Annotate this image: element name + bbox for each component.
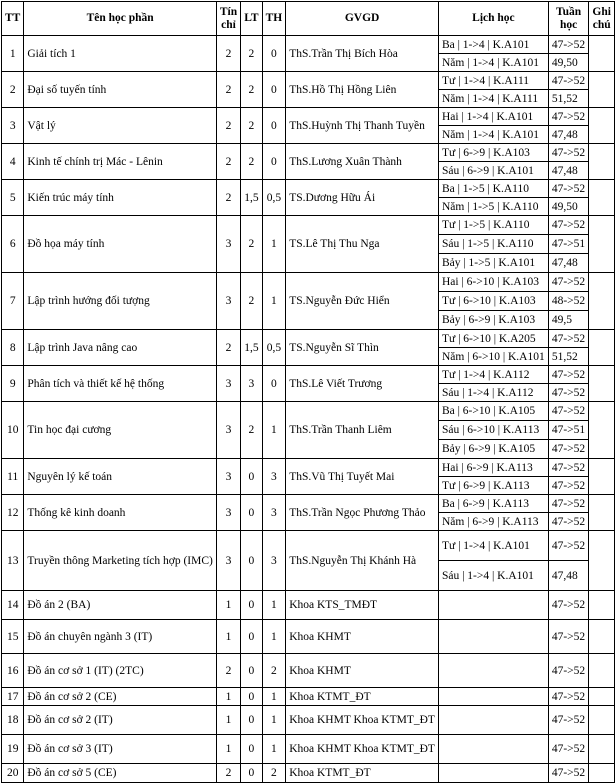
session-weeks: 48->52 bbox=[548, 292, 589, 311]
session-schedule: Sáu | 1->4 | K.A101 bbox=[438, 561, 548, 591]
course-note bbox=[589, 591, 615, 620]
row-number: 2 bbox=[2, 72, 24, 108]
course-row bbox=[2, 688, 615, 706]
session-weeks: 47->52 bbox=[548, 273, 589, 292]
course-lt: 0 bbox=[241, 459, 262, 495]
course-th: 0,5 bbox=[262, 180, 286, 216]
course-lecturer: TS.Lê Thị Thu Nga bbox=[286, 216, 439, 273]
course-lecturer: Khoa KTMT_ĐT bbox=[286, 764, 439, 783]
course-note bbox=[589, 531, 615, 591]
row-number: 11 bbox=[2, 459, 24, 495]
course-name: Lập trình hướng đối tượng bbox=[24, 273, 217, 330]
row-number: 8 bbox=[2, 330, 24, 366]
session-weeks: 47->52 bbox=[548, 495, 589, 513]
session-weeks: 47->52 bbox=[548, 620, 589, 654]
course-row bbox=[2, 531, 615, 561]
course-row bbox=[2, 706, 615, 735]
course-row bbox=[2, 180, 615, 198]
course-credits: 2 bbox=[216, 180, 240, 216]
course-lecturer: ThS.Trần Ngọc Phương Thảo bbox=[286, 495, 439, 531]
session-schedule: Ba | 1->4 | K.A101 bbox=[438, 36, 548, 54]
course-lecturer: ThS.Hồ Thị Hồng Liên bbox=[286, 72, 439, 108]
course-row bbox=[2, 144, 615, 162]
course-row bbox=[2, 620, 615, 654]
course-name: Đồ án cơ sở 3 (IT) bbox=[24, 735, 217, 764]
course-lt: 0 bbox=[241, 495, 262, 531]
course-note bbox=[589, 144, 615, 180]
header-lecturer: GVGD bbox=[286, 2, 439, 36]
session-schedule: Năm | 1->4 | K.A101 bbox=[438, 126, 548, 144]
session-schedule bbox=[438, 764, 548, 783]
course-lecturer: TS.Nguyễn Đức Hiển bbox=[286, 273, 439, 330]
course-th: 1 bbox=[262, 273, 286, 330]
course-lt: 2 bbox=[241, 36, 262, 72]
course-credits: 1 bbox=[216, 591, 240, 620]
course-row bbox=[2, 591, 615, 620]
course-lt: 0 bbox=[241, 654, 262, 688]
course-th: 2 bbox=[262, 764, 286, 783]
session-weeks: 47->52 bbox=[548, 591, 589, 620]
course-note bbox=[589, 654, 615, 688]
session-schedule: Năm | 6->9 | K.A113 bbox=[438, 513, 548, 531]
session-schedule: Sáu | 1->5 | K.A110 bbox=[438, 235, 548, 254]
session-schedule: Ba | 6->10 | K.A105 bbox=[438, 402, 548, 421]
session-schedule: Ba | 1->5 | K.A110 bbox=[438, 180, 548, 198]
session-weeks: 47->52 bbox=[548, 180, 589, 198]
course-lt: 2 bbox=[241, 108, 262, 144]
row-number: 6 bbox=[2, 216, 24, 273]
session-weeks: 49,50 bbox=[548, 54, 589, 72]
course-lecturer: TS.Dương Hữu Ái bbox=[286, 180, 439, 216]
session-schedule bbox=[438, 735, 548, 764]
course-credits: 3 bbox=[216, 495, 240, 531]
course-th: 1 bbox=[262, 706, 286, 735]
course-note bbox=[589, 273, 615, 330]
session-schedule: Năm | 1->4 | K.A101 bbox=[438, 54, 548, 72]
course-lecturer: Khoa KHMT Khoa KTMT_ĐT bbox=[286, 706, 439, 735]
course-credits: 2 bbox=[216, 108, 240, 144]
course-row bbox=[2, 36, 615, 54]
session-weeks: 47->51 bbox=[548, 235, 589, 254]
course-lt: 1,5 bbox=[241, 330, 262, 366]
session-weeks: 47->52 bbox=[548, 36, 589, 54]
course-th: 3 bbox=[262, 459, 286, 495]
session-schedule bbox=[438, 591, 548, 620]
course-th: 0 bbox=[262, 144, 286, 180]
course-lecturer: Khoa KHMT bbox=[286, 620, 439, 654]
session-weeks: 49,5 bbox=[548, 311, 589, 330]
session-weeks: 47->52 bbox=[548, 366, 589, 384]
course-lt: 2 bbox=[241, 216, 262, 273]
course-th: 1 bbox=[262, 620, 286, 654]
session-weeks: 47->51 bbox=[548, 421, 589, 440]
session-weeks: 47->52 bbox=[548, 477, 589, 495]
session-weeks: 47->52 bbox=[548, 706, 589, 735]
course-lt: 0 bbox=[241, 688, 262, 706]
session-schedule: Tư | 6->9 | K.A103 bbox=[438, 144, 548, 162]
course-note bbox=[589, 216, 615, 273]
row-number: 10 bbox=[2, 402, 24, 459]
course-note bbox=[589, 36, 615, 72]
course-credits: 1 bbox=[216, 620, 240, 654]
course-note bbox=[589, 688, 615, 706]
course-lt: 0 bbox=[241, 735, 262, 764]
header-tt: TT bbox=[2, 2, 24, 36]
course-note bbox=[589, 620, 615, 654]
course-credits: 2 bbox=[216, 654, 240, 688]
course-th: 3 bbox=[262, 495, 286, 531]
session-weeks: 47->52 bbox=[548, 72, 589, 90]
course-lecturer: Khoa KHMT bbox=[286, 654, 439, 688]
course-note bbox=[589, 706, 615, 735]
course-lt: 2 bbox=[241, 402, 262, 459]
course-note bbox=[589, 495, 615, 531]
course-name: Đồ án chuyên ngành 3 (IT) bbox=[24, 620, 217, 654]
course-row bbox=[2, 366, 615, 384]
session-schedule: Bảy | 6->9 | K.A103 bbox=[438, 311, 548, 330]
row-number: 7 bbox=[2, 273, 24, 330]
course-lt: 3 bbox=[241, 366, 262, 402]
course-row bbox=[2, 72, 615, 90]
course-lecturer: Khoa KTMT_ĐT bbox=[286, 688, 439, 706]
session-schedule: Tư | 6->10 | K.A103 bbox=[438, 292, 548, 311]
course-name: Vật lý bbox=[24, 108, 217, 144]
course-lecturer: Khoa KTS_TMĐT bbox=[286, 591, 439, 620]
session-weeks: 47->52 bbox=[548, 459, 589, 477]
course-credits: 2 bbox=[216, 36, 240, 72]
session-schedule: Bảy | 1->5 | K.A101 bbox=[438, 254, 548, 273]
header-schedule: Lịch học bbox=[438, 2, 548, 36]
session-weeks: 47->52 bbox=[548, 330, 589, 348]
course-th: 0 bbox=[262, 366, 286, 402]
session-schedule: Tư | 1->5 | K.A110 bbox=[438, 216, 548, 235]
course-name: Phân tích và thiết kế hệ thống bbox=[24, 366, 217, 402]
session-weeks: 47->52 bbox=[548, 735, 589, 764]
course-note bbox=[589, 180, 615, 216]
course-name: Đại số tuyến tính bbox=[24, 72, 217, 108]
course-lecturer: ThS.Vũ Thị Tuyết Mai bbox=[286, 459, 439, 495]
course-credits: 2 bbox=[216, 330, 240, 366]
header-lt: LT bbox=[241, 2, 262, 36]
course-lt: 2 bbox=[241, 72, 262, 108]
course-name: Kiến trúc máy tính bbox=[24, 180, 217, 216]
course-row bbox=[2, 764, 615, 783]
course-name: Thống kê kinh doanh bbox=[24, 495, 217, 531]
course-note bbox=[589, 459, 615, 495]
row-number: 17 bbox=[2, 688, 24, 706]
course-credits: 1 bbox=[216, 706, 240, 735]
course-th: 1 bbox=[262, 216, 286, 273]
course-credits: 2 bbox=[216, 764, 240, 783]
schedule-body bbox=[2, 36, 615, 783]
session-schedule: Sáu | 6->10 | K.A113 bbox=[438, 421, 548, 440]
course-lt: 2 bbox=[241, 273, 262, 330]
session-schedule: Hai | 6->9 | K.A113 bbox=[438, 459, 548, 477]
row-number: 4 bbox=[2, 144, 24, 180]
course-row bbox=[2, 495, 615, 513]
session-weeks: 47,48 bbox=[548, 254, 589, 273]
session-weeks: 47->52 bbox=[548, 108, 589, 126]
header-row bbox=[2, 2, 615, 36]
course-credits: 1 bbox=[216, 688, 240, 706]
course-lecturer: ThS.Nguyễn Thị Khánh Hà bbox=[286, 531, 439, 591]
session-weeks: 47->52 bbox=[548, 216, 589, 235]
header-credits: Tín chỉ bbox=[216, 2, 240, 36]
session-weeks: 47->52 bbox=[548, 531, 589, 561]
session-schedule: Hai | 6->10 | K.A103 bbox=[438, 273, 548, 292]
session-weeks: 51,52 bbox=[548, 348, 589, 366]
course-name: Đồ họa máy tính bbox=[24, 216, 217, 273]
row-number: 9 bbox=[2, 366, 24, 402]
course-name: Kinh tế chính trị Mác - Lênin bbox=[24, 144, 217, 180]
course-credits: 3 bbox=[216, 459, 240, 495]
course-row bbox=[2, 216, 615, 235]
row-number: 18 bbox=[2, 706, 24, 735]
course-th: 0 bbox=[262, 108, 286, 144]
course-lecturer: Khoa KHMT Khoa KTMT_ĐT bbox=[286, 735, 439, 764]
row-number: 20 bbox=[2, 764, 24, 783]
course-row bbox=[2, 330, 615, 348]
course-note bbox=[589, 330, 615, 366]
session-schedule: Năm | 1->4 | K.A111 bbox=[438, 90, 548, 108]
course-credits: 1 bbox=[216, 735, 240, 764]
course-note bbox=[589, 764, 615, 783]
course-lt: 0 bbox=[241, 764, 262, 783]
course-lt: 0 bbox=[241, 620, 262, 654]
header-course-name: Tên học phần bbox=[24, 2, 217, 36]
session-weeks: 47->52 bbox=[548, 654, 589, 688]
session-weeks: 47,48 bbox=[548, 162, 589, 180]
row-number: 16 bbox=[2, 654, 24, 688]
schedule-table bbox=[1, 1, 615, 783]
course-name: Giải tích 1 bbox=[24, 36, 217, 72]
course-name: Nguyên lý kế toán bbox=[24, 459, 217, 495]
course-row bbox=[2, 273, 615, 292]
session-weeks: 51,52 bbox=[548, 90, 589, 108]
session-schedule: Sáu | 6->9 | K.A101 bbox=[438, 162, 548, 180]
course-lt: 0 bbox=[241, 706, 262, 735]
course-lt: 0 bbox=[241, 591, 262, 620]
course-name: Truyền thông Marketing tích hợp (IMC) bbox=[24, 531, 217, 591]
row-number: 3 bbox=[2, 108, 24, 144]
row-number: 5 bbox=[2, 180, 24, 216]
session-weeks: 47->52 bbox=[548, 764, 589, 783]
course-lecturer: TS.Nguyễn Sĩ Thìn bbox=[286, 330, 439, 366]
course-name: Lập trình Java nâng cao bbox=[24, 330, 217, 366]
course-th: 1 bbox=[262, 402, 286, 459]
header-th: TH bbox=[262, 2, 286, 36]
session-schedule bbox=[438, 688, 548, 706]
course-credits: 2 bbox=[216, 72, 240, 108]
session-schedule: Tư | 6->10 | K.A205 bbox=[438, 330, 548, 348]
course-th: 3 bbox=[262, 531, 286, 591]
session-schedule bbox=[438, 706, 548, 735]
header-note: Ghi chú bbox=[589, 2, 615, 36]
session-weeks: 47->52 bbox=[548, 440, 589, 459]
course-row bbox=[2, 402, 615, 421]
session-schedule bbox=[438, 654, 548, 688]
course-lecturer: ThS.Huỳnh Thị Thanh Tuyền bbox=[286, 108, 439, 144]
course-name: Đồ án cơ sở 2 (IT) bbox=[24, 706, 217, 735]
course-note bbox=[589, 402, 615, 459]
row-number: 13 bbox=[2, 531, 24, 591]
session-weeks: 47,48 bbox=[548, 126, 589, 144]
session-schedule: Tư | 6->9 | K.A113 bbox=[438, 477, 548, 495]
course-th: 2 bbox=[262, 654, 286, 688]
course-credits: 3 bbox=[216, 531, 240, 591]
course-credits: 3 bbox=[216, 216, 240, 273]
course-name: Đồ án cơ sở 1 (IT) (2TC) bbox=[24, 654, 217, 688]
course-note bbox=[589, 735, 615, 764]
course-lecturer: ThS.Lương Xuân Thành bbox=[286, 144, 439, 180]
course-credits: 2 bbox=[216, 144, 240, 180]
session-schedule: Tư | 1->4 | K.A101 bbox=[438, 531, 548, 561]
course-note bbox=[589, 72, 615, 108]
session-weeks: 47,48 bbox=[548, 561, 589, 591]
course-name: Đồ án 2 (BA) bbox=[24, 591, 217, 620]
course-name: Đồ án cơ sở 2 (CE) bbox=[24, 688, 217, 706]
course-th: 0,5 bbox=[262, 330, 286, 366]
course-credits: 3 bbox=[216, 273, 240, 330]
session-weeks: 47->52 bbox=[548, 513, 589, 531]
row-number: 19 bbox=[2, 735, 24, 764]
course-lecturer: ThS.Trần Thanh Liêm bbox=[286, 402, 439, 459]
row-number: 15 bbox=[2, 620, 24, 654]
course-row bbox=[2, 459, 615, 477]
session-schedule: Ba | 6->9 | K.A113 bbox=[438, 495, 548, 513]
course-lt: 2 bbox=[241, 144, 262, 180]
session-weeks: 47->52 bbox=[548, 402, 589, 421]
course-th: 0 bbox=[262, 72, 286, 108]
row-number: 1 bbox=[2, 36, 24, 72]
course-lecturer: ThS.Trần Thị Bích Hòa bbox=[286, 36, 439, 72]
session-schedule: Hai | 1->4 | K.A101 bbox=[438, 108, 548, 126]
course-lecturer: ThS.Lê Viết Trương bbox=[286, 366, 439, 402]
session-schedule: Tư | 1->4 | K.A111 bbox=[438, 72, 548, 90]
course-lt: 0 bbox=[241, 531, 262, 591]
row-number: 12 bbox=[2, 495, 24, 531]
course-th: 0 bbox=[262, 36, 286, 72]
session-weeks: 49,50 bbox=[548, 198, 589, 216]
course-note bbox=[589, 366, 615, 402]
course-th: 1 bbox=[262, 688, 286, 706]
course-lt: 1,5 bbox=[241, 180, 262, 216]
course-credits: 3 bbox=[216, 366, 240, 402]
row-number: 14 bbox=[2, 591, 24, 620]
session-weeks: 47->52 bbox=[548, 384, 589, 402]
header-weeks: Tuần học bbox=[548, 2, 589, 36]
course-name: Đồ án cơ sở 5 (CE) bbox=[24, 764, 217, 783]
course-row bbox=[2, 654, 615, 688]
course-credits: 3 bbox=[216, 402, 240, 459]
session-schedule bbox=[438, 620, 548, 654]
course-name: Tin học đại cương bbox=[24, 402, 217, 459]
session-schedule: Năm | 1->5 | K.A110 bbox=[438, 198, 548, 216]
course-row bbox=[2, 735, 615, 764]
session-weeks: 47->52 bbox=[548, 144, 589, 162]
course-th: 1 bbox=[262, 735, 286, 764]
session-schedule: Bảy | 6->9 | K.A105 bbox=[438, 440, 548, 459]
session-schedule: Năm | 6->10 | K.A101 bbox=[438, 348, 548, 366]
course-th: 1 bbox=[262, 591, 286, 620]
course-row bbox=[2, 108, 615, 126]
session-schedule: Sáu | 1->4 | K.A112 bbox=[438, 384, 548, 402]
course-note bbox=[589, 108, 615, 144]
session-schedule: Tư | 1->4 | K.A112 bbox=[438, 366, 548, 384]
session-weeks: 47->52 bbox=[548, 688, 589, 706]
